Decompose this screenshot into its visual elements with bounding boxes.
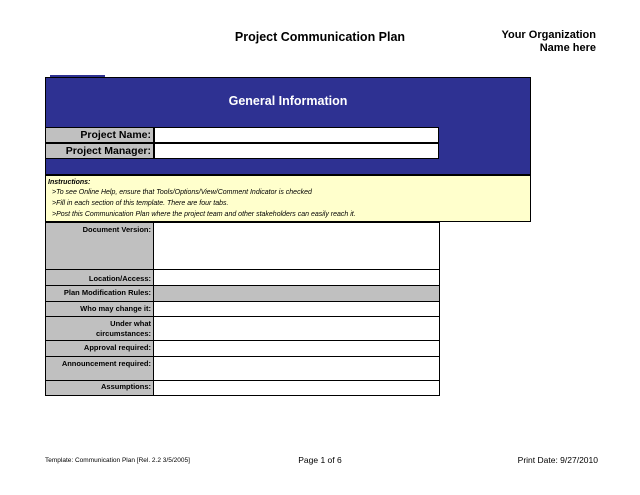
row-who-may-change bbox=[46, 302, 439, 317]
document-title: Project Communication Plan bbox=[234, 30, 406, 44]
approval-required-field[interactable] bbox=[154, 341, 439, 356]
instruction-line: >To see Online Help, ensure that Tools/Options/View/Comment Indicator is checked bbox=[52, 189, 312, 196]
under-what-circumstances-label: Under what circumstances: bbox=[46, 317, 154, 340]
general-info-panel bbox=[45, 77, 531, 175]
announcement-required-label: Announcement required: bbox=[46, 357, 154, 380]
section-title: General Information bbox=[228, 94, 348, 108]
instruction-line: >Post this Communication Plan where the project team and other stakeholders can easily reach it. bbox=[52, 211, 356, 218]
project-name-field[interactable] bbox=[154, 127, 439, 143]
document-info-table bbox=[45, 222, 440, 396]
assumptions-label: Assumptions: bbox=[46, 381, 154, 395]
footer-print-date: Print Date: 9/27/2010 bbox=[517, 455, 598, 465]
footer-template-info: Template: Communication Plan [Rel. 2.2 3/5/2005] bbox=[45, 457, 190, 464]
who-may-change-field[interactable] bbox=[154, 302, 439, 316]
row-approval-required bbox=[46, 341, 439, 357]
project-manager-label: Project Manager: bbox=[45, 143, 154, 159]
organization-name bbox=[501, 29, 596, 55]
project-name-label: Project Name: bbox=[45, 127, 154, 143]
who-may-change-label: Who may change it: bbox=[46, 302, 154, 316]
location-access-label: Location/Access: bbox=[46, 270, 154, 285]
document-version-label: Document Version: bbox=[46, 223, 154, 269]
row-plan-modification-rules bbox=[46, 286, 439, 302]
assumptions-field[interactable] bbox=[154, 381, 439, 395]
announcement-required-field[interactable] bbox=[154, 357, 439, 380]
instruction-line: >Fill in each section of this template. There are four tabs. bbox=[52, 200, 229, 207]
instructions-box bbox=[45, 175, 531, 222]
plan-modification-rules-field bbox=[154, 286, 439, 301]
approval-required-label: Approval required: bbox=[46, 341, 154, 356]
org-line-1: Your Organization bbox=[501, 29, 596, 41]
footer-page-number: Page 1 of 6 bbox=[298, 455, 342, 465]
under-what-circumstances-field[interactable] bbox=[154, 317, 439, 340]
location-access-field[interactable] bbox=[154, 270, 439, 285]
project-manager-field[interactable] bbox=[154, 143, 439, 159]
org-line-2: Name here bbox=[539, 42, 596, 54]
row-location-access bbox=[46, 270, 439, 286]
row-under-what-circumstances bbox=[46, 317, 439, 341]
plan-modification-rules-label: Plan Modification Rules: bbox=[46, 286, 154, 301]
document-version-field[interactable] bbox=[154, 223, 439, 269]
row-announcement-required bbox=[46, 357, 439, 381]
instructions-heading: Instructions: bbox=[48, 179, 91, 186]
row-document-version bbox=[46, 223, 439, 270]
row-assumptions bbox=[46, 381, 439, 395]
